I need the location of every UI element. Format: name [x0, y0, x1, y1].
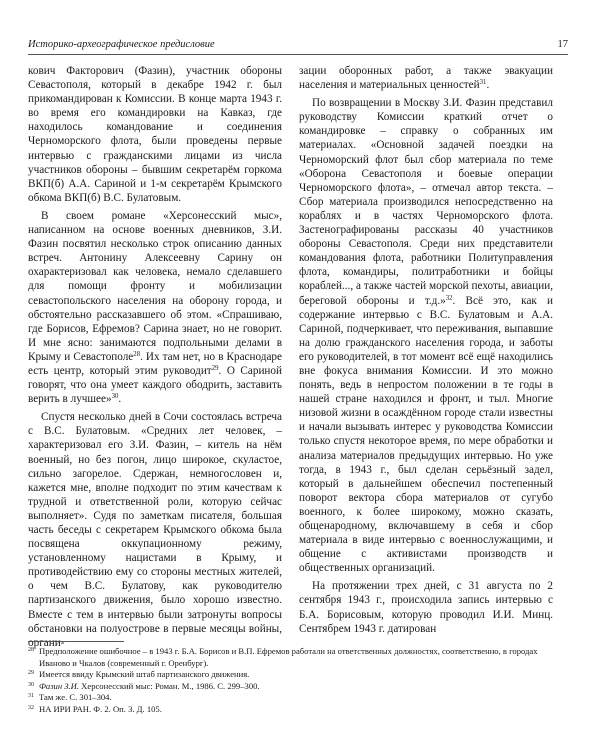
- footnote-number: 30: [28, 681, 34, 688]
- footnote-number: 32: [28, 704, 34, 711]
- paragraph: зации оборонных работ, а также эвакуации населения и материальных ценностей$^{31}$.: [299, 65, 553, 92]
- left-column: [28, 64, 282, 650]
- paragraph: В своем романе «Херсонесский мыс», написанном на основе военных дневников, З.И. Фазин посвятил несколько строк описанию данных встреч. Антонину Алексеевну Сарину он охарактеризовал как человека, немало сделавшего для помощи фронту и мобилизации севастопольского населения на оборону города, и обстоятельно рассказавшего об этом. «Спрашиваю, где Борисов, Ефремов? Сарина знает, но не говорит. И мне ясно: занимаются подпольными делами в Крыму и Севастополе$^{28}$. Их там нет, но в Краснодаре есть центр, который этим руководит$^{29}$. О Сариной говорят, что она умеет каждого ободрить, заставить верить в лучшее»$^{30}$.: [28, 209, 282, 406]
- footnote: 30 Фазин З.И. Херсонесский мыс: Роман. М., 1986. С. 299–300.: [28, 680, 260, 691]
- footnote: 29 Имеется ввиду Крымский штаб партизанского движения.: [28, 669, 250, 679]
- footnote-ref: 31: [479, 79, 487, 87]
- paragraph: По возвращении в Москву З.И. Фазин представил руководству Комиссии краткий отчет о командировке – справку о собранных им материалах. «Основной задачей поездки на Черноморский флот был сбор материала по теме «Оборона Севастополя и боевые операции Черноморского флота», – отмечал автор текста. – Сбор материала производился непосредственно на кораблях и в частях Черноморского флота. Застенографированы рассказы 40 участников обороны Севастополя. Среди них представители командования флота, работники Политуправления флота, командиры, политработники и бойцы кораблей..., а также частей морской пехоты, авиации, береговой обороны и т.д.»$^{32}$. Всё это, как и содержание интервью с В.С. Булатовым и А.А. Сариной, подчеркивает, что переживания, выпавшие на долю гражданского населения города, и заботы его руководителей, в тот момент всё ещё находились вне фокуса внимания Комиссии. И это можно понять, ведь в непростом положении в те годы в нашей стране находился и фронт, и тыл. Многие низовой жизни в осаждённом городе стали известны и начали вызывать интерес у руководства Комиссии только спустя некоторое время, по мере обработки и анализа материалов предыдущих интервью. Но уже тогда, в 1943 г., был сделан серьёзный задел, который в дальнейшем обеспечил постепенный поворот вектора сбора материалов от сугубо военного, к более широкому, можно сказать, общенародному, включавшему в себя и сбор материала в виде интервью с военнослужащими, и общение с активистами производств и общественных организаций.: [299, 97, 553, 575]
- footnotes: [28, 646, 568, 715]
- running-header: [28, 36, 568, 53]
- footnote-ref: 32: [445, 294, 453, 302]
- footnote: 32 НА ИРИ РАН. Ф. 2. Оп. 3. Д. 105.: [28, 703, 162, 714]
- header-rule: [28, 54, 568, 55]
- footnote-ref: 28: [133, 350, 141, 358]
- footnote-ref: 30: [111, 393, 119, 401]
- paragraph: кович Факторович (Фазин), участник обороны Севастополя, который в декабре 1942 г. был прикомандирован к Комиссии. В конце марта 1943 г. во время его командировки на Кавказ, где находилось командование и соединения Черноморского флота, были проведены первые интервью с гражданскими лицами из числа участников обороны – бывшим секретарём горкома ВКП(б) А.А. Сариной и 1-м секретарём Крымского обкома ВКП(б) В.С. Булатовым.: [28, 65, 282, 204]
- footnote-number: 28: [28, 647, 34, 653]
- footnote-author: Фазин З.И.: [39, 680, 80, 691]
- running-title: Историко-археографическое предисловие: [28, 39, 215, 50]
- paragraph: Спустя несколько дней в Сочи состоялась встреча с В.С. Булатовым. «Средних лет человек, – характеризовал его З.И. Фазин, – китель на нём военный, но без погон, лицо широкое, скуластое, сильно загорелое. Сдержан, немногословен и, кажется мне, вполне подходит по этим качествам к трудной и ответственной роли, которую сейчас выполняет». Судя по заметкам писателя, большая часть беседы с секретарем Крымского обкома была посвящена оккупационному режиму, установленному нацистами в Крыму, и противодействию ему со стороны местных жителей, о чем В.С. Булатову, как руководителю партизанского движения, было хорошо известно. Вместе с тем в интервью были затронуты вопросы обстановки на полуострове в первые месяцы войны, органи-: [28, 411, 282, 649]
- footnote-rule: [28, 641, 124, 642]
- paragraph: На протяжении трех дней, с 31 августа по 2 сентября 1943 г., происходила запись интервью с Б.А. Борисовым, которую проводил И.И. Минц. Сентябрем 1943 г. датирован: [299, 580, 553, 635]
- footnote: 31 Там же. С. 301–304.: [28, 692, 112, 702]
- right-column: [299, 64, 553, 636]
- footnote-number: 29: [28, 670, 34, 676]
- page-number: 17: [557, 39, 568, 50]
- footnote-ref: 29: [211, 364, 219, 372]
- footnote: 28 Предположение ошибочное – в 1943 г. Б.А. Борисов и В.П. Ефремов работали на ответственных должностях, соответственно, в городах Иваново и Чкалов (современный г. Оренбург).: [28, 646, 538, 668]
- footnote-number: 31: [28, 693, 34, 699]
